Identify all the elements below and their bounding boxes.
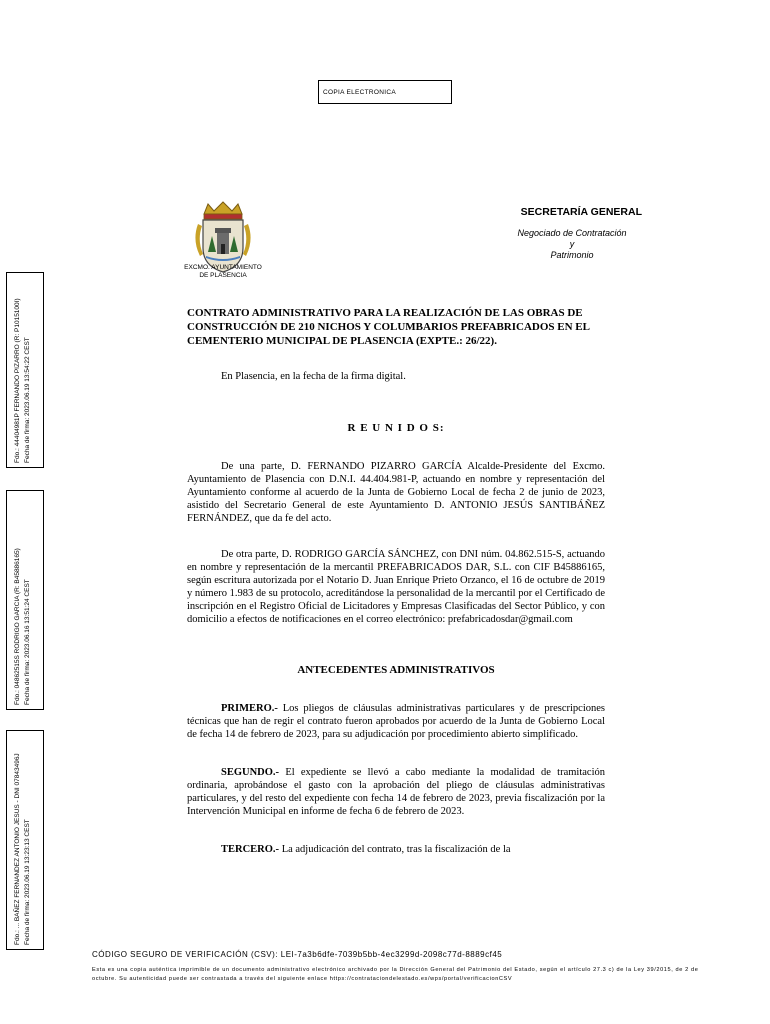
signature-box-2 <box>6 490 44 710</box>
signature-box-1 <box>6 272 44 468</box>
intro-paragraph: En Plasencia, en la fecha de la firma digital. <box>221 371 406 382</box>
department-header <box>502 206 642 261</box>
signature-1-name: Fdo.: 44404981P FERNANDO PIZARRO (R: P1015100I) <box>14 298 21 463</box>
segundo-paragraph: SEGUNDO.- El expediente se llevó a cabo mediante la modalidad de tramitación ordinaria, aprobándose el gasto con la aprobación del pliego de cláusulas administrativas particulares, y del resto del expediente con fecha 14 de febrero de 2023, previa fiscalización por la Intervención Municipal en informe de fecha 6 de febrero de 2023. <box>187 767 605 817</box>
primero-paragraph: PRIMERO.- Los pliegos de cláusulas administrativas particulares y de prescripciones técnicas que han de regir el contrato fueron aprobados por acuerdo de la Junta de Gobierno Local de fecha 14 de febrero de 2023, para su adjudicación por procedimiento abierto simplificado. <box>187 703 605 740</box>
copy-stamp: COPIA ELECTRONICA <box>318 80 452 104</box>
antecedentes-heading: ANTECEDENTES ADMINISTRATIVOS <box>297 664 495 676</box>
signature-3-name: Fdo.: ... BAÑEZ FERNANDEZ ANTONIO JESUS - DNI 07843496J <box>14 753 21 945</box>
tercero-paragraph: TERCERO.- La adjudicación del contrato, tras la fiscalización de la <box>221 844 511 855</box>
department-title: SECRETARÍA GENERAL <box>520 206 642 218</box>
crest-caption: EXCMO. AYUNTAMIENTO DE PLASENCIA <box>184 264 262 279</box>
authenticity-note: Esta es una copia auténtica imprimible de un documento administrativo electrónico archivado por la Dirección General del Patrimonio del Estado, según el artículo 27.3 c) de la Ley 39/2015, de 2 de octubre. Su autenticidad puede ser contrastada a través del siguiente enlace https://contrataciondelestado.es/wps/portal/verificacionCSV <box>92 967 699 982</box>
document-title: CONTRATO ADMINISTRATIVO PARA LA REALIZACIÓN DE LAS OBRAS DE CONSTRUCCIÓN DE 210 NICHOS Y COLUMBARIOS PREFABRICADOS EN EL CEMENTERIO MUNICIPAL DE PLASENCIA (EXPTE.: 26/22). <box>187 307 590 347</box>
signature-2-date: Fecha de firma: 2023.06.16 13:51:24 CEST <box>24 579 31 705</box>
reunidos-heading: R E U N I D O S: <box>347 422 445 434</box>
signature-1-date: Fecha de firma: 2023.06.19 13:54:22 CEST <box>24 337 31 463</box>
signature-box-3 <box>6 730 44 950</box>
signature-2-name: Fdo.: 04862515S RODRIGO GARCIA (R: B45886165) <box>14 548 21 705</box>
department-subtitle: Negociado de Contratación y Patrimonio <box>517 228 627 260</box>
party1-paragraph: De una parte, D. FERNANDO PIZARRO GARCÍA Alcalde-Presidente del Excmo. Ayuntamiento de Plasencia con D.N.I. 44.404.981-P, actuando en nombre y representación del Ayuntamiento conforme al acuerdo de la Junta de Gobierno Local de fecha 2 de junio de 2023, asistido del Secretario General de este Ayuntamiento D. ANTONIO JESÚS SANTIBÁÑEZ FERNÁNDEZ, que da fe del acto. <box>187 461 605 524</box>
party2-paragraph: De otra parte, D. RODRIGO GARCÍA SÁNCHEZ, con DNI núm. 04.862.515-S, actuando en nombre y representación de la mercantil PREFABRICADOS DAR, S.L. con CIF B45886165, según escritura autorizada por el Notario D. Juan Enrique Prieto Orzanco, el 16 de octubre de 2019 y número 1.983 de su protocolo, acreditándose la personalidad de la mercantil por el Certificado de inscripción en el Registro Oficial de Licitadores y Empresas Clasificadas del Sector Público, y con domicilio a efectos de notificaciones en el correo electrónico: prefabricadosdar@gmail.com <box>187 549 605 625</box>
csv-code: CÓDIGO SEGURO DE VERIFICACIÓN (CSV): LEI-7a3b6dfe-7039b5bb-4ec3299d-2098c77d-8889cf45 <box>92 950 503 959</box>
signature-3-date: Fecha de firma: 2023.06.19 13:23:13 CEST <box>24 819 31 945</box>
